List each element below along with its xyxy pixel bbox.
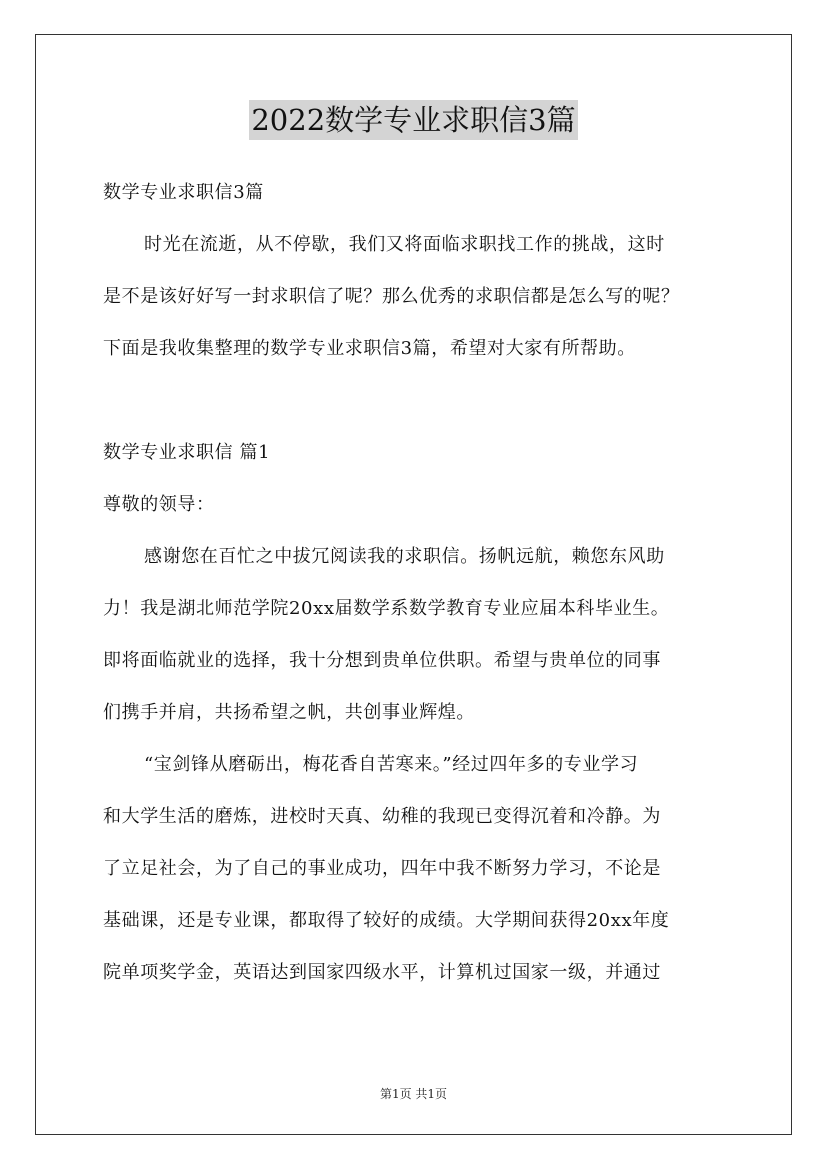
- paragraph1-line: 力！我是湖北师范学院20xx届数学系数学教育专业应届本科毕业生。: [103, 598, 670, 619]
- intro-line: 时光在流逝，从不停歇，我们又将面临求职找工作的挑战，这时: [144, 234, 665, 255]
- blank-line: [103, 384, 725, 436]
- paragraph2-line: 了立足社会，为了自己的事业成功，四年中我不断努力学习，不论是: [103, 858, 661, 879]
- paragraph1-line: 们携手并肩，共扬希望之帆，共创事业辉煌。: [103, 702, 475, 723]
- document-body: [103, 176, 725, 1008]
- paragraph2-line: 院单项奖学金，英语达到国家四级水平，计算机过国家一级，并通过: [103, 962, 661, 983]
- salutation: 尊敬的领导：: [103, 494, 215, 515]
- document-title: 2022数学专业求职信3篇: [249, 100, 577, 140]
- paragraph2-line: “宝剑锋从磨砺出，梅花香自苦寒来。”经过四年多的专业学习: [144, 754, 639, 775]
- section-heading: 数学专业求职信 篇1: [103, 442, 271, 463]
- subtitle: 数学专业求职信3篇: [103, 182, 264, 203]
- paragraph2-line: 基础课，还是专业课，都取得了较好的成绩。大学期间获得20xx年度: [103, 910, 670, 931]
- paragraph1-line: 感谢您在百忙之中拔冗阅读我的求职信。扬帆远航，赖您东风助: [144, 546, 665, 567]
- intro-line: 下面是我收集整理的数学专业求职信3篇，希望对大家有所帮助。: [103, 338, 636, 359]
- paragraph2-line: 和大学生活的磨炼，进校时天真、幼稚的我现已变得沉着和冷静。为: [103, 806, 661, 827]
- intro-line: 是不是该好好写一封求职信了呢？那么优秀的求职信都是怎么写的呢？: [103, 286, 680, 307]
- title-container: [0, 100, 827, 140]
- paragraph1-line: 即将面临就业的选择，我十分想到贵单位供职。希望与贵单位的同事: [103, 650, 661, 671]
- page-footer: 第1页 共1页: [379, 1087, 448, 1101]
